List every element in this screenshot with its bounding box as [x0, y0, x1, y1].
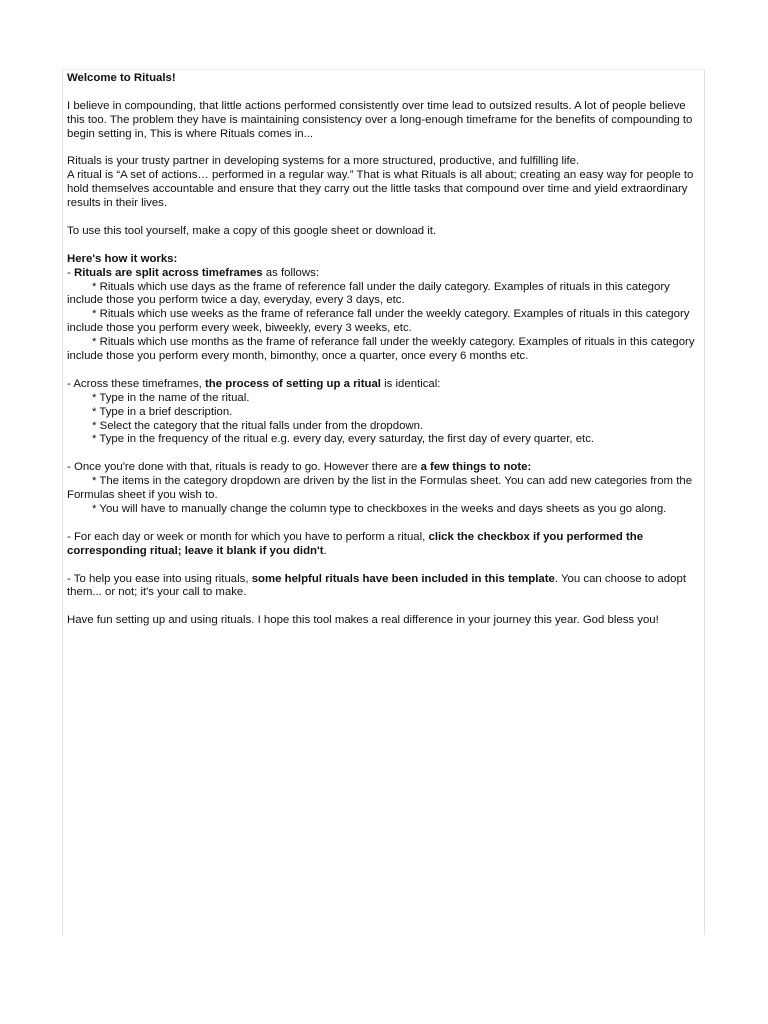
ritual-definition-line: A ritual is “A set of actions… performed in a regular way.” That is what Rituals is all about; creating an easy way for people to hold themselves accountable and ensure that they carry out the little tasks that compound over time and yield extraordinary results in their lives. — [67, 169, 694, 210]
checkbox-suffix: . — [323, 544, 327, 557]
notes-bold: a few things to note: — [420, 461, 532, 474]
checkbox-instructions — [67, 531, 700, 559]
welcome-title-text: Welcome to Rituals! — [67, 72, 176, 84]
process-intro-line — [67, 378, 700, 392]
process-bold: the process of setting up a ritual — [205, 377, 381, 390]
helpful-rituals-paragraph — [67, 573, 700, 601]
helpful-prefix: - To help you ease into using rituals, — [67, 572, 252, 585]
rituals-definition-paragraph — [67, 155, 700, 211]
rituals-partner-line: Rituals is your trusty partner in developing systems for a more structured, productive, and fulfilling life. — [67, 155, 580, 168]
process-item-frequency: * Type in the frequency of the ritual e.g. every day, every saturday, the first day of every quarter, etc. — [92, 433, 595, 446]
welcome-title — [67, 72, 700, 86]
note-item-dropdown: * The items in the category dropdown are driven by the list in the Formulas sheet. You can add new categories from the Formulas sheet if you wish to. — [67, 475, 693, 502]
process-section — [67, 378, 700, 448]
process-suffix: is identical: — [380, 377, 441, 390]
notes-intro-line — [67, 461, 700, 475]
timeframes-suffix: as follows: — [262, 266, 319, 279]
note-item-checkboxes: * You will have to manually change the column type to checkboxes in the weeks and days sheets as you go along. — [92, 503, 667, 515]
timeframes-bold: Rituals are split across timeframes — [73, 266, 263, 279]
timeframes-intro-line — [67, 267, 700, 281]
timeframe-item-daily: * Rituals which use days as the frame of reference fall under the daily category. Examples of rituals in this category include those you perform twice a day, everyday, every 3 days, etc. — [67, 280, 670, 307]
closing-paragraph: Have fun setting up and using rituals. I hope this tool makes a real difference in your journey this year. God bless you! — [67, 614, 659, 627]
copy-instructions: To use this tool yourself, make a copy of this google sheet or download it. — [67, 224, 437, 237]
timeframes-dash: - — [67, 266, 74, 279]
timeframe-item-weekly: * Rituals which use weeks as the frame of referance fall under the weekly category. Examples of rituals in this category include those you perform every week, biweekly, every 3 weeks, etc. — [67, 308, 690, 335]
timeframe-item-monthly: * Rituals which use months as the frame of referance fall under the weekly category. Examples of rituals in this category include those you perform every month, bimonthy, once a quarter, once every 6 months etc. — [67, 336, 695, 363]
notes-section — [67, 461, 700, 517]
document-body — [67, 72, 700, 642]
process-prefix: - Across these timeframes, — [67, 377, 205, 390]
process-item-name: * Type in the name of the ritual. — [92, 391, 250, 404]
process-item-description: * Type in a brief description. — [92, 405, 233, 418]
helpful-suffix: . You can choose to adopt them... or not; it's your call to make. — [67, 572, 686, 599]
sheet-cell-frame — [62, 69, 705, 935]
checkbox-prefix: - For each day or week or month for which you have to perform a ritual, — [67, 530, 429, 543]
helpful-bold: some helpful rituals have been included in this template — [251, 572, 555, 585]
notes-prefix: - Once you're done with that, rituals is ready to go. However there are — [67, 461, 421, 474]
intro-paragraph: I believe in compounding, that little actions performed consistently over time lead to outsized results. A lot of people believe this too. The problem they have is maintaining consistency over a long-enough timeframe for the benefits of compounding to begin setting in, This is where Rituals comes in... — [67, 99, 693, 140]
checkbox-bold: click the checkbox if you performed the corresponding ritual; leave it blank if you didn't — [67, 530, 644, 557]
process-item-category: * Select the category that the ritual falls under from the dropdown. — [92, 419, 424, 432]
how-it-works-section — [67, 253, 700, 364]
how-it-works-heading: Here's how it works: — [67, 252, 178, 265]
